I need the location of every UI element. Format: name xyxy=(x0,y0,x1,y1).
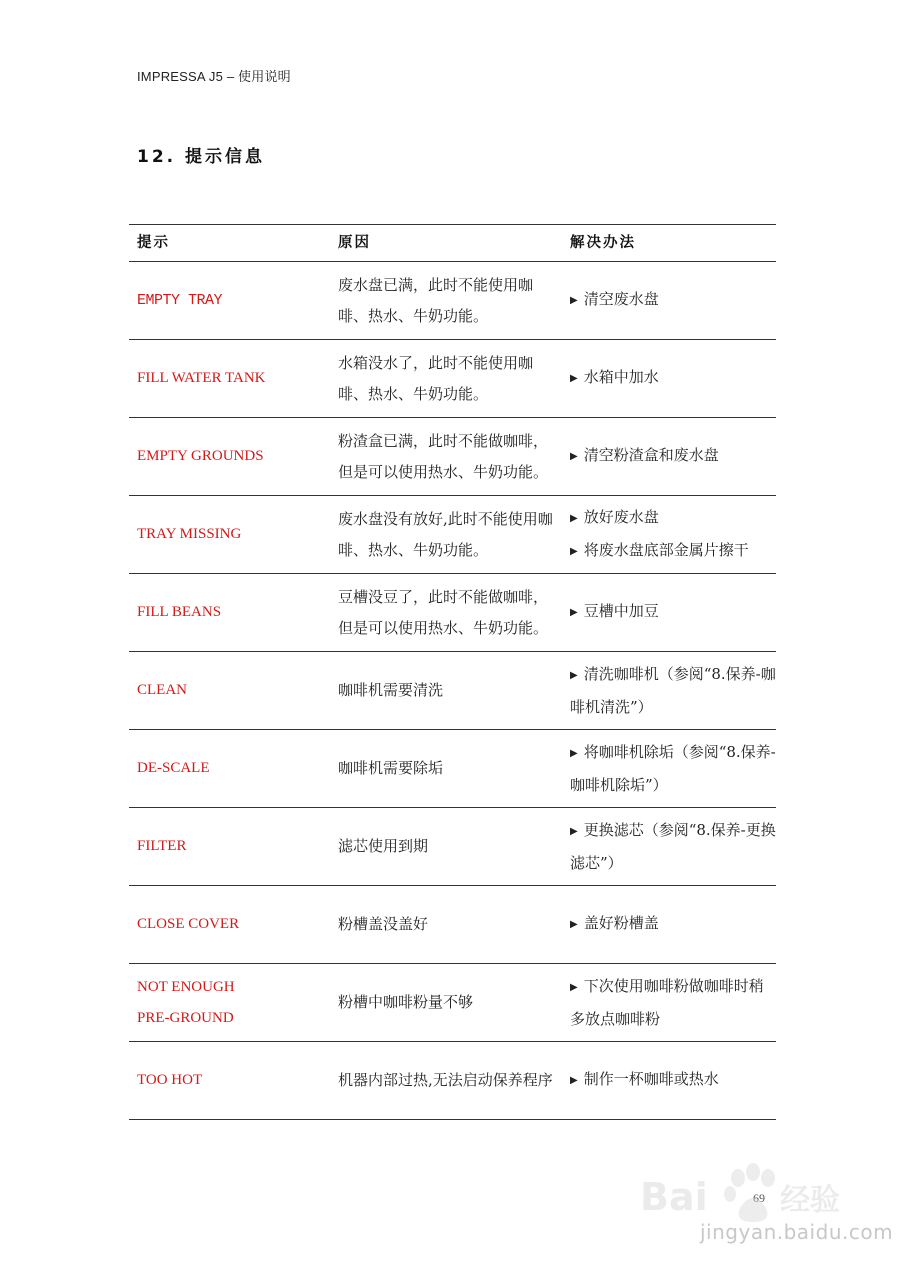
table-row xyxy=(129,262,776,340)
bullet-triangle-icon: ▶ xyxy=(570,607,578,618)
solution-cell xyxy=(562,574,776,652)
cause-text: 粉渣盒已满，此时不能做咖啡，但是可以使用热水、牛奶功能。 xyxy=(330,418,562,496)
watermark-brand-cn: 经验 xyxy=(780,1183,840,1218)
section-title: 12. 提示信息 xyxy=(137,147,266,167)
column-header-solution: 解决办法 xyxy=(562,225,776,262)
bullet-triangle-icon: ▶ xyxy=(570,295,578,306)
solution-text: 清洗咖啡机（参阅“8.保养-咖啡机清洗”） xyxy=(570,664,776,716)
bullet-triangle-icon: ▶ xyxy=(570,919,578,930)
solution-text: 清空粉渣盒和废水盘 xyxy=(583,446,719,464)
solution-item xyxy=(570,659,776,723)
table-row xyxy=(129,496,776,574)
solution-text: 更换滤芯（参阅“8.保养-更换滤芯”） xyxy=(570,820,776,872)
prompt-message: CLEAN xyxy=(129,652,330,730)
solution-item xyxy=(570,596,776,629)
solution-cell xyxy=(562,1042,776,1120)
bullet-triangle-icon: ▶ xyxy=(570,825,578,837)
solution-item xyxy=(570,815,776,879)
table-body xyxy=(129,262,776,1120)
solution-item xyxy=(570,908,776,941)
bullet-triangle-icon: ▶ xyxy=(570,545,578,557)
solution-item xyxy=(570,440,776,473)
bullet-triangle-icon: ▶ xyxy=(570,669,578,681)
prompt-message: FILL BEANS xyxy=(129,574,330,652)
solution-text: 放好废水盘 xyxy=(583,507,659,526)
cause-text: 粉槽中咖啡粉量不够 xyxy=(330,964,562,1042)
solution-text: 清空废水盘 xyxy=(583,290,659,308)
solution-item xyxy=(570,502,776,535)
solution-item xyxy=(570,284,776,317)
cause-text: 废水盘已满，此时不能使用咖啡、热水、牛奶功能。 xyxy=(330,262,562,340)
svg-text:Bai: Bai xyxy=(640,1175,708,1219)
bullet-triangle-icon: ▶ xyxy=(570,981,578,993)
prompt-message: TOO HOT xyxy=(129,1042,330,1120)
document-header: IMPRESSA J5 – 使用说明 xyxy=(137,69,291,84)
cause-text: 咖啡机需要清洗 xyxy=(330,652,562,730)
solution-cell xyxy=(562,262,776,340)
cause-text: 机器内部过热,无法启动保养程序 xyxy=(330,1042,562,1120)
cause-text: 水箱没水了，此时不能使用咖啡、热水、牛奶功能。 xyxy=(330,340,562,418)
message-table xyxy=(129,224,776,1120)
solution-cell xyxy=(562,496,776,574)
bullet-triangle-icon: ▶ xyxy=(570,747,578,759)
solution-item xyxy=(570,737,776,801)
solution-item xyxy=(570,1064,776,1097)
cause-text: 咖啡机需要除垢 xyxy=(330,730,562,808)
prompt-message: EMPTY TRAY xyxy=(129,262,330,340)
solution-cell xyxy=(562,808,776,886)
bullet-triangle-icon: ▶ xyxy=(570,451,578,462)
table-row xyxy=(129,652,776,730)
solution-cell xyxy=(562,886,776,964)
solution-cell xyxy=(562,730,776,808)
table-row xyxy=(129,418,776,496)
prompt-message: FILL WATER TANK xyxy=(129,340,330,418)
table-row xyxy=(129,574,776,652)
prompt-message: EMPTY GROUNDS xyxy=(129,418,330,496)
solution-text: 豆槽中加豆 xyxy=(583,602,659,620)
solution-text: 水箱中加水 xyxy=(583,368,659,386)
prompt-message: CLOSE COVER xyxy=(129,886,330,964)
solution-text: 制作一杯咖啡或热水 xyxy=(583,1070,719,1088)
solution-text: 将咖啡机除垢（参阅“8.保养-咖啡机除垢”） xyxy=(570,742,776,794)
bullet-triangle-icon: ▶ xyxy=(570,512,578,524)
table-row xyxy=(129,1042,776,1120)
column-header-cause: 原因 xyxy=(330,225,562,262)
cause-text: 滤芯使用到期 xyxy=(330,808,562,886)
solution-cell xyxy=(562,340,776,418)
solution-cell xyxy=(562,652,776,730)
solution-cell xyxy=(562,964,776,1042)
table-header-row xyxy=(129,225,776,262)
column-header-prompt: 提示 xyxy=(129,225,330,262)
prompt-message: NOT ENOUGH PRE-GROUND xyxy=(129,964,330,1042)
cause-text: 豆槽没豆了，此时不能做咖啡，但是可以使用热水、牛奶功能。 xyxy=(330,574,562,652)
solution-text: 盖好粉槽盖 xyxy=(583,914,659,932)
prompt-message: FILTER xyxy=(129,808,330,886)
solution-item xyxy=(570,971,776,1035)
watermark-url: jingyan.baidu.com xyxy=(700,1220,894,1244)
solution-text: 下次使用咖啡粉做咖啡时稍多放点咖啡粉 xyxy=(570,976,764,1028)
page-number: 69 xyxy=(753,1191,765,1205)
solution-cell xyxy=(562,418,776,496)
table-row xyxy=(129,730,776,808)
solution-item xyxy=(570,535,776,568)
bullet-triangle-icon: ▶ xyxy=(570,1075,578,1086)
table-row xyxy=(129,964,776,1042)
prompt-message: TRAY MISSING xyxy=(129,496,330,574)
bullet-triangle-icon: ▶ xyxy=(570,373,578,384)
table-row xyxy=(129,808,776,886)
solution-item xyxy=(570,362,776,395)
table-row xyxy=(129,886,776,964)
prompt-message: DE-SCALE xyxy=(129,730,330,808)
cause-text: 粉槽盖没盖好 xyxy=(330,886,562,964)
solution-text: 将废水盘底部金属片擦干 xyxy=(583,540,749,559)
table-row xyxy=(129,340,776,418)
cause-text: 废水盘没有放好,此时不能使用咖啡、热水、牛奶功能。 xyxy=(330,496,562,574)
